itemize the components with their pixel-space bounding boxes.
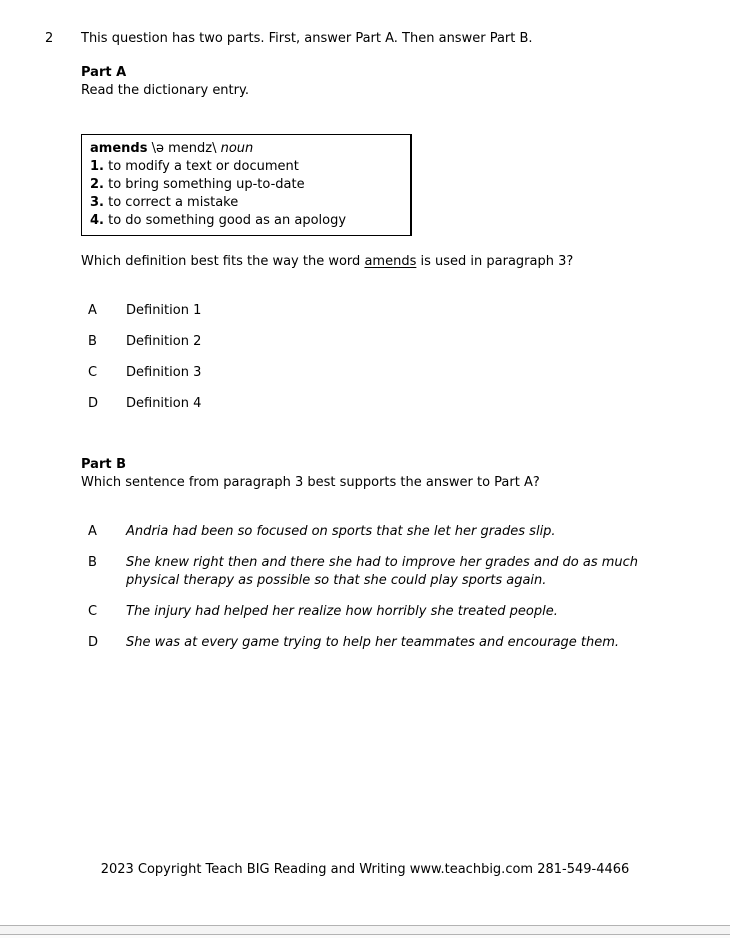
underlined-word: amends — [364, 254, 417, 269]
choice-text: Definition 1 — [126, 303, 202, 318]
choice-letter: B — [88, 334, 97, 349]
choice-letter: D — [88, 396, 99, 411]
part-a-intro: Read the dictionary entry. — [81, 83, 249, 98]
part-a-question — [81, 253, 730, 271]
dictionary-entry-box — [81, 134, 412, 236]
choice-text: Definition 2 — [126, 334, 202, 349]
definition-text: to correct a mistake — [108, 195, 239, 210]
choice-letter: A — [88, 524, 97, 539]
footer-copyright: 2023 Copyright Teach BIG Reading and Writing www.teachbig.com 281-549-4466 — [100, 862, 630, 877]
definition-item — [90, 212, 402, 230]
dictionary-headline — [90, 140, 402, 158]
answer-choice — [88, 554, 730, 590]
part-b-heading: Part B — [81, 457, 127, 472]
definition-item — [90, 194, 402, 212]
answer-choice — [88, 333, 730, 351]
definition-item — [90, 158, 402, 176]
choice-letter: C — [88, 365, 98, 380]
choice-text: She was at every game trying to help her teammates and encourage them. — [126, 635, 620, 650]
choice-letter: A — [88, 303, 97, 318]
part-b-choices — [0, 523, 730, 652]
question-number: 2 — [45, 31, 54, 46]
definition-number: 2. — [90, 177, 104, 192]
part-a-question-before: Which definition best fits the way the word — [81, 254, 361, 269]
dictionary-pronunciation: \ə mendz\ — [151, 141, 217, 156]
dictionary-part-of-speech: noun — [220, 141, 254, 156]
question-instruction: This question has two parts. First, answer Part A. Then answer Part B. — [81, 31, 533, 46]
definition-number: 3. — [90, 195, 104, 210]
choice-text: The injury had helped her realize how horribly she treated people. — [126, 604, 558, 619]
answer-choice — [88, 364, 730, 382]
definition-number: 1. — [90, 159, 104, 174]
question-header — [45, 30, 730, 48]
choice-letter: D — [88, 635, 99, 650]
part-b-question: Which sentence from paragraph 3 best supports the answer to Part A? — [81, 475, 540, 490]
definition-text: to do something good as an apology — [108, 213, 347, 228]
definition-item — [90, 176, 402, 194]
page-gap — [0, 926, 730, 935]
choice-text: Definition 4 — [126, 396, 202, 411]
definition-number: 4. — [90, 213, 104, 228]
definition-text: to bring something up-to-date — [108, 177, 305, 192]
definition-text: to modify a text or document — [108, 159, 299, 174]
answer-choice — [88, 302, 730, 320]
choice-letter: C — [88, 604, 98, 619]
choice-letter: B — [88, 555, 97, 570]
part-a-question-after: is used in paragraph 3? — [420, 254, 574, 269]
answer-choice — [88, 395, 730, 413]
choice-text: Andria had been so focused on sports that she let her grades slip. — [126, 524, 556, 539]
answer-choice — [88, 523, 730, 541]
answer-choice — [88, 603, 730, 621]
answer-choice — [88, 634, 730, 652]
part-a-choices — [0, 302, 730, 413]
choice-text: She knew right then and there she had to improve her grades and do as much physical therapy as possible so that she could play sports again. — [126, 555, 639, 588]
part-a-heading: Part A — [81, 65, 127, 80]
dictionary-headword: amends — [90, 141, 148, 156]
choice-text: Definition 3 — [126, 365, 202, 380]
